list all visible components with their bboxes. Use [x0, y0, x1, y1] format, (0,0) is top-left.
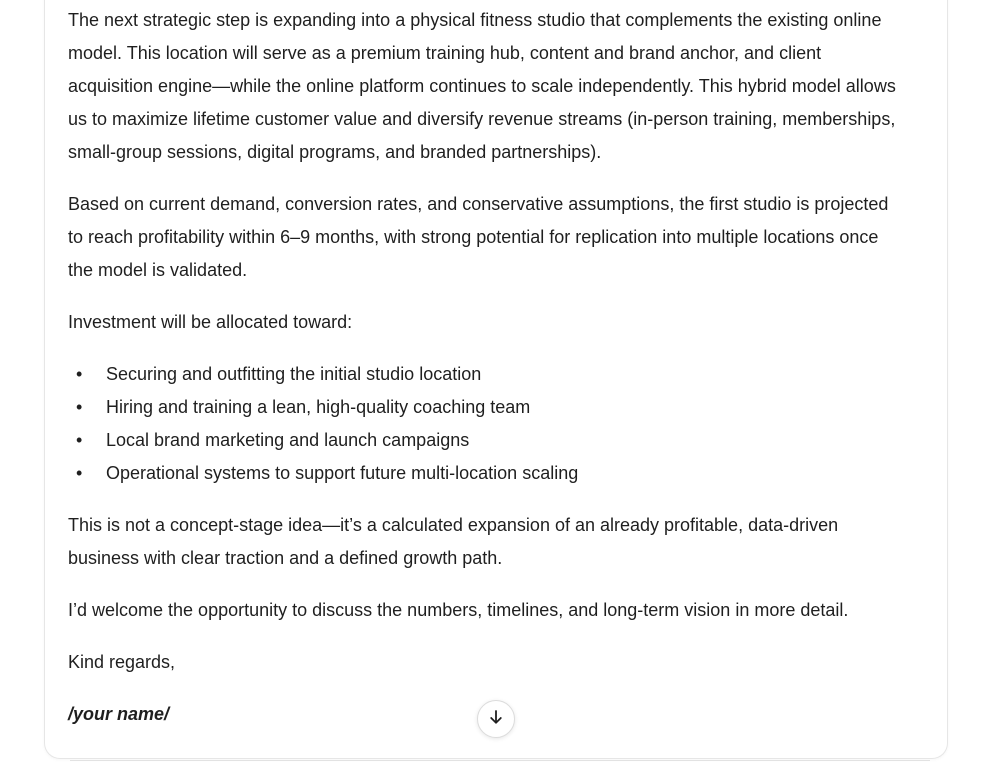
- arrow-down-icon: [487, 708, 505, 731]
- bullet-icon: •: [76, 397, 83, 417]
- message-body: [68, 4, 908, 750]
- bullet-icon: •: [76, 430, 83, 450]
- paragraph-investment-intro: Investment will be allocated toward:: [68, 312, 353, 332]
- signature: /your name/: [68, 704, 170, 724]
- list-item: [68, 391, 908, 424]
- paragraph-invitation: I’d welcome the opportunity to discuss the numbers, timelines, and long-term vision in more detail.: [68, 600, 849, 620]
- investment-list: [68, 358, 908, 490]
- paragraph-strategy: The next strategic step is expanding into a physical fitness studio that complements the existing online model. This location will serve as a premium training hub, content and brand anchor, and client acquisition engine—while the online platform continues to scale independently. This hybrid model allows us to maximize lifetime customer value and diversify revenue streams (in-person training, memberships, small-group sessions, digital programs, and branded partnerships).: [68, 10, 896, 162]
- paragraph-profitability: Based on current demand, conversion rates, and conservative assumptions, the first studio is projected to reach profitability within 6–9 months, with strong potential for replication into multiple locations once the model is validated.: [68, 194, 889, 280]
- list-item-text: Hiring and training a lean, high-quality coaching team: [106, 397, 531, 417]
- signoff: Kind regards,: [68, 652, 176, 672]
- bullet-icon: •: [76, 364, 83, 384]
- list-item-text: Local brand marketing and launch campaigns: [106, 430, 470, 450]
- list-item: [68, 457, 908, 490]
- list-item: [68, 358, 908, 391]
- bullet-icon: •: [76, 463, 83, 483]
- scroll-to-bottom-button[interactable]: [477, 700, 515, 738]
- list-item-text: Operational systems to support future multi-location scaling: [106, 463, 579, 483]
- composer-divider: [70, 760, 930, 761]
- paragraph-traction: This is not a concept-stage idea—it’s a calculated expansion of an already profitable, data-driven business with clear traction and a defined growth path.: [68, 515, 839, 568]
- list-item: [68, 424, 908, 457]
- list-item-text: Securing and outfitting the initial studio location: [106, 364, 482, 384]
